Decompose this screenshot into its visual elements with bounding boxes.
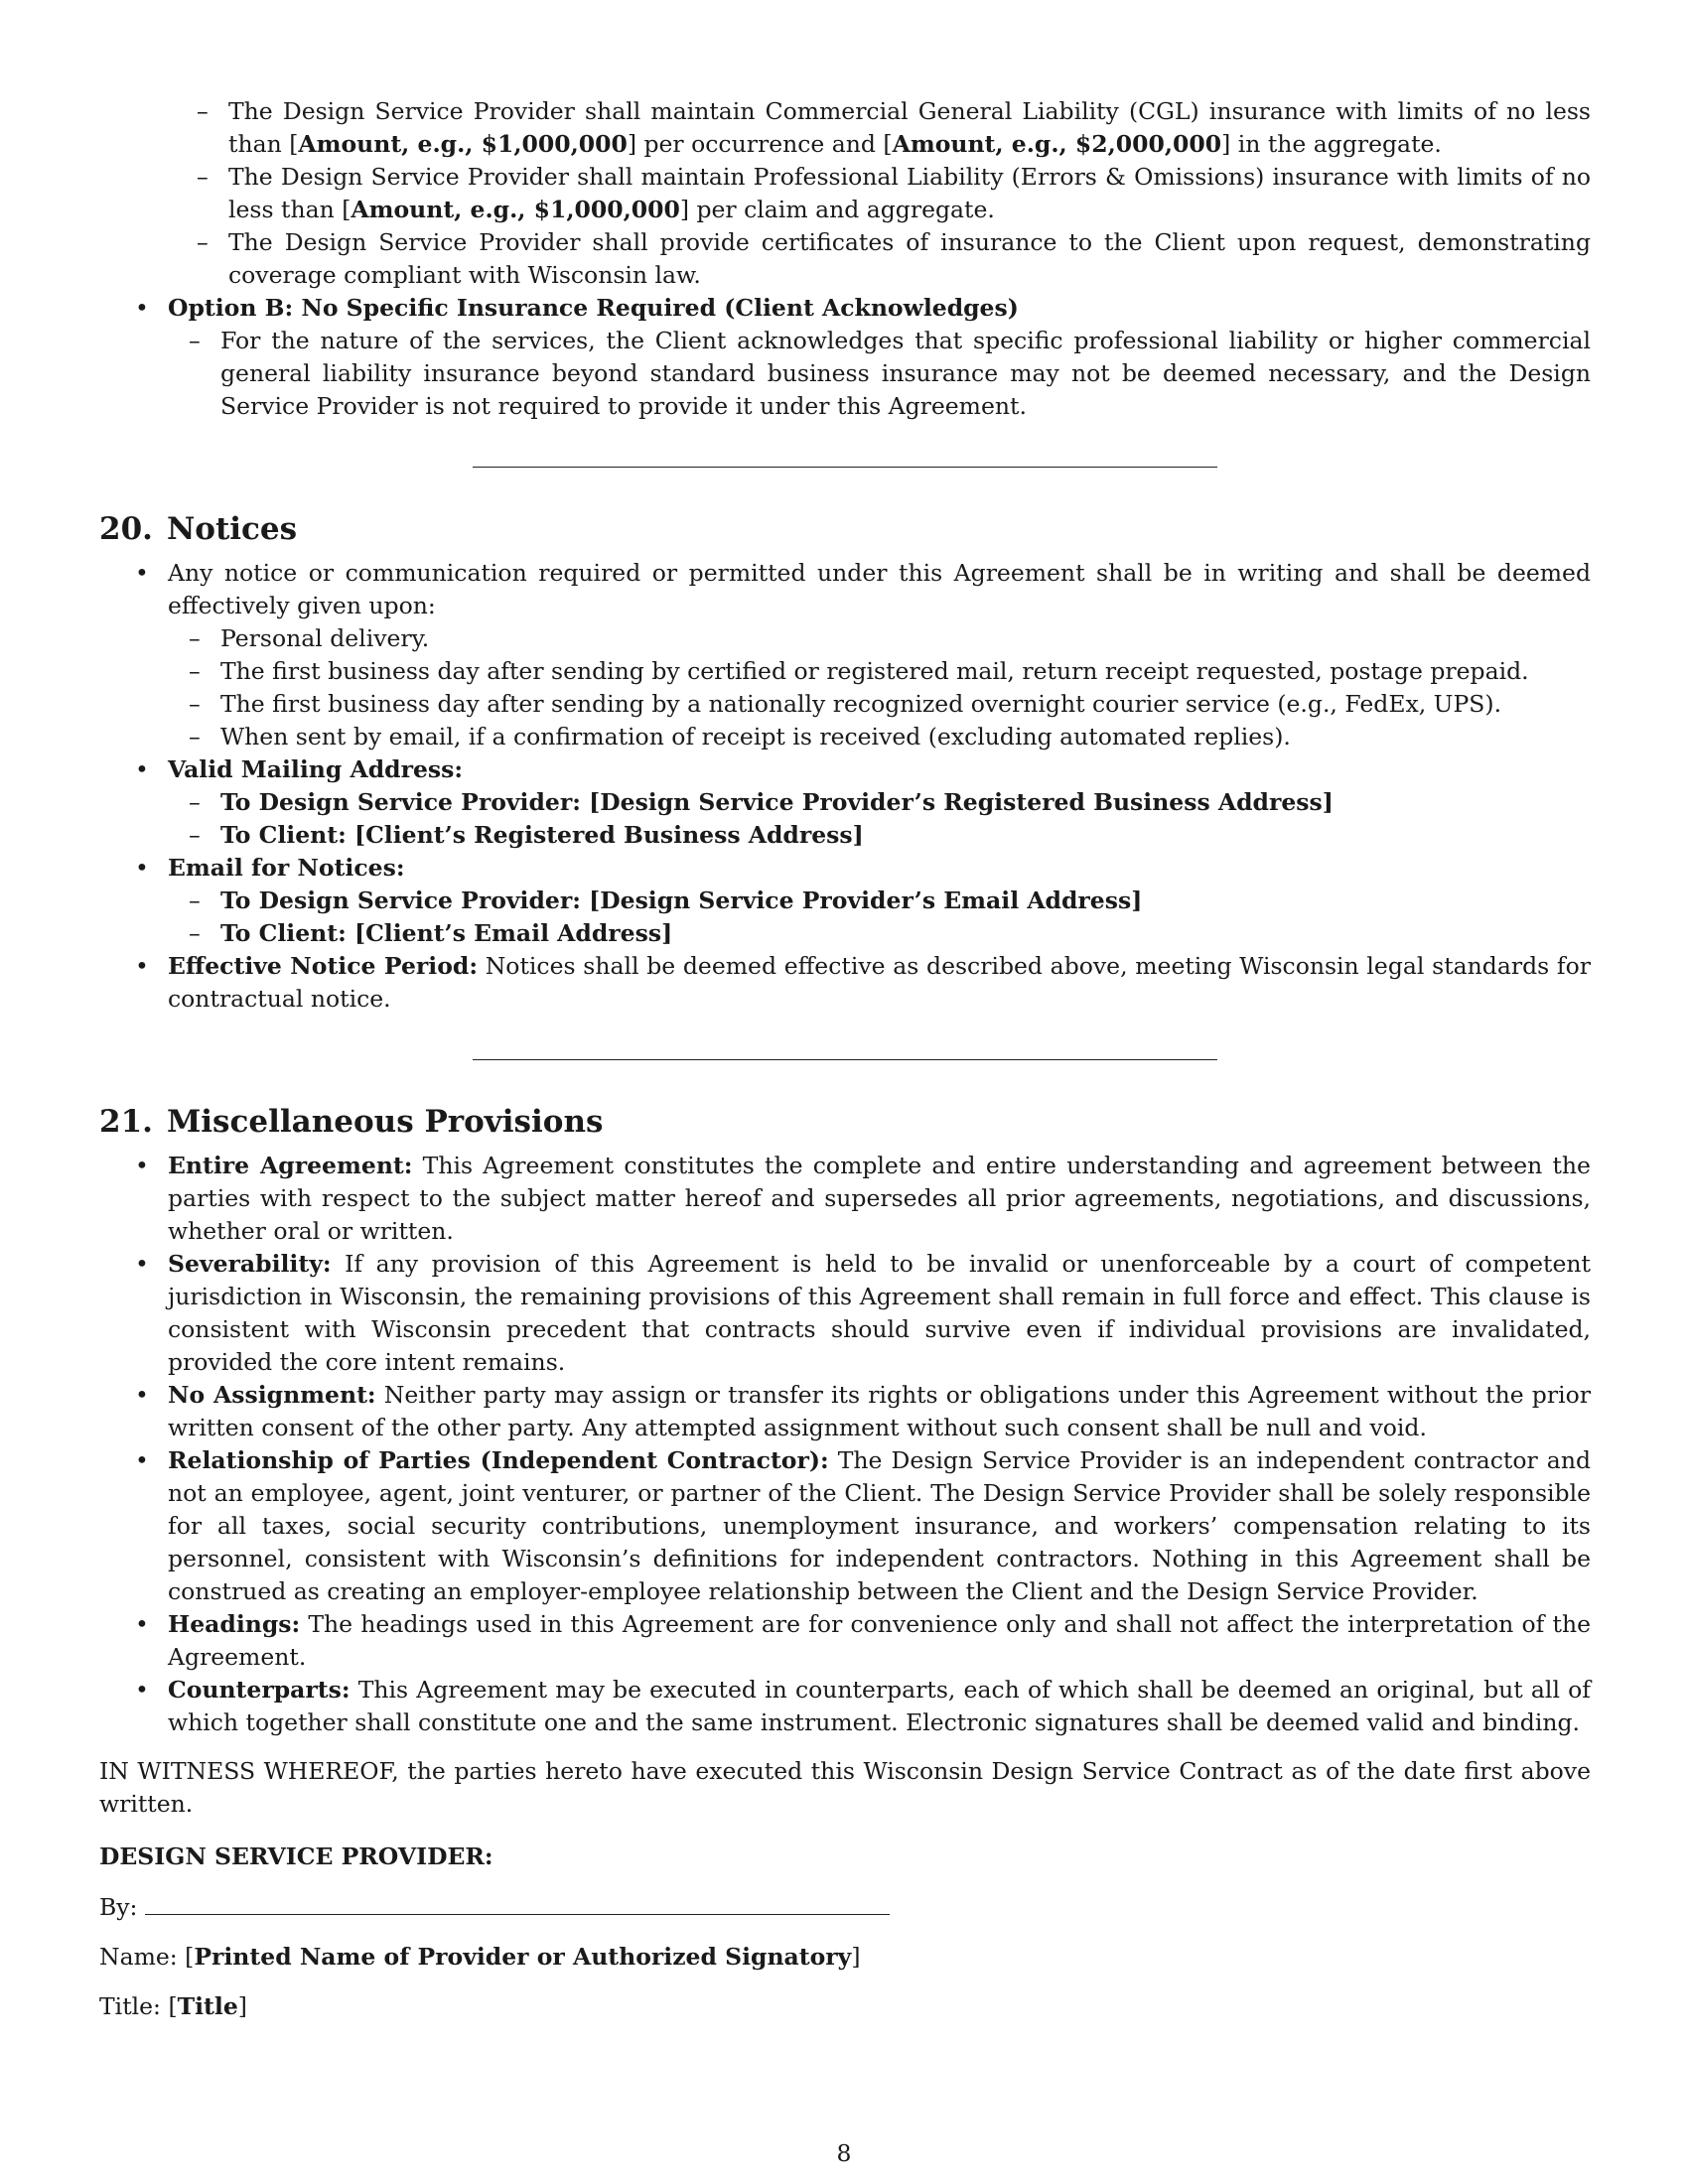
page-number: 8	[836, 2139, 852, 2167]
list-item: – To Design Service Provider: [Design Service Provider’s Email Address]	[160, 885, 1591, 917]
list-item: • Severability: If any provision of this Agreement is held to be invalid or unenforceable by a court of competent jurisdiction in Wisconsin, the remaining provisions of this Agreement shall remain in full force and effect. This clause is consistent with Wisconsin precedent that contracts should survive even if individual provisions are invalidated, provided the core intent remains.	[99, 1248, 1591, 1379]
list-item: – The Design Service Provider shall maintain Commercial General Liability (CGL) insurance with limits of no less than [Amount, e.g., $1,000,000] per occurrence and [Amount, e.g., $2,000,000] in the aggregate.	[168, 95, 1591, 161]
list-item: • Entire Agreement: This Agreement constitutes the complete and entire understanding and agreement between the parties with respect to the subject matter hereof and supersedes all prior agreements, negotiations, and discussions, whether oral or written.	[99, 1150, 1591, 1248]
list-item: – When sent by email, if a confirmation of receipt is received (excluding automated replies).	[160, 721, 1591, 753]
list-item: • Any notice or communication required or permitted under this Agreement shall be in writing and shall be deemed effectively given upon: – Personal delivery. – The first business day after sending by certified or registered mail, return receipt requested, postage prepaid. – The first business day after sending by a nationally recognized overnight courier service (e.g., FedEx, UPS). – When sent by email, if a confirmation of receipt is received (excluding automated replies).	[99, 557, 1591, 753]
document-page	[99, 95, 1591, 2023]
signature-title-line: Title: [Title]	[99, 1992, 247, 2020]
list-item: • Relationship of Parties (Independent Contractor): The Design Service Provider is an independent contractor and not an employee, agent, joint venturer, or partner of the Client. The Design Service Provider shall be solely responsible for all taxes, social security contributions, unemployment insurance, and workers’ compensation relating to its personnel, consistent with Wisconsin’s definitions for independent contractors. Nothing in this Agreement shall be construed as creating an employer-employee relationship between the Client and the Design Service Provider.	[99, 1444, 1591, 1608]
list-item: – The Design Service Provider shall provide certificates of insurance to the Client upon request, demonstrating coverage compliant with Wisconsin law.	[168, 226, 1591, 292]
witness-clause: IN WITNESS WHEREOF, the parties hereto have executed this Wisconsin Design Service Contract as of the date first above written.	[99, 1757, 1591, 1818]
section-divider	[473, 1059, 1217, 1060]
signature-name-line: Name: [Printed Name of Provider or Authorized Signatory]	[99, 1943, 861, 1971]
list-item: – Personal delivery.	[160, 622, 1591, 655]
list-item: • Headings: The headings used in this Agreement are for convenience only and shall not affect the interpretation of the Agreement.	[99, 1608, 1591, 1674]
insurance-option-b-list	[99, 292, 1591, 423]
signature-heading: DESIGN SERVICE PROVIDER:	[99, 1843, 493, 1870]
section-heading-notices: 20. Notices	[99, 511, 298, 547]
section-heading-miscellaneous: 21. Miscellaneous Provisions	[99, 1104, 604, 1140]
list-item: – The first business day after sending by certified or registered mail, return receipt requested, postage prepaid.	[160, 655, 1591, 688]
list-item: – To Client: [Client’s Email Address]	[160, 917, 1591, 950]
list-item: • Effective Notice Period: Notices shall be deemed effective as described above, meeting Wisconsin legal standards for contractual notice.	[99, 950, 1591, 1016]
insurance-option-a-list	[168, 95, 1591, 292]
list-item: • Email for Notices: – To Design Service Provider: [Design Service Provider’s Email Address] – To Client: [Client’s Email Address]	[99, 852, 1591, 950]
section-divider	[473, 467, 1217, 468]
notices-list	[99, 557, 1591, 1016]
list-item: • No Assignment: Neither party may assign or transfer its rights or obligations under this Agreement without the prior written consent of the other party. Any attempted assignment without such consent shall be null and void.	[99, 1379, 1591, 1444]
list-item: – To Client: [Client’s Registered Business Address]	[160, 819, 1591, 852]
list-item: • Option B: No Specific Insurance Required (Client Acknowledges) – For the nature of the services, the Client acknowledges that specific professional liability or higher commercial general liability insurance beyond standard business insurance may not be deemed necessary, and the Design Service Provider is not required to provide it under this Agreement.	[99, 292, 1591, 423]
signature-by-line: By:	[99, 1890, 1591, 1924]
miscellaneous-list	[99, 1150, 1591, 1739]
list-item: – To Design Service Provider: [Design Service Provider’s Registered Business Address]	[160, 786, 1591, 819]
list-item: – For the nature of the services, the Client acknowledges that specific professional liability or higher commercial general liability insurance beyond standard business insurance may not be deemed necessary, and the Design Service Provider is not required to provide it under this Agreement.	[160, 325, 1591, 423]
signature-blank-field[interactable]	[145, 1890, 890, 1915]
list-item: • Valid Mailing Address: – To Design Service Provider: [Design Service Provider’s Registered Business Address] – To Client: [Client’s Registered Business Address]	[99, 753, 1591, 852]
list-item: – The first business day after sending by a nationally recognized overnight courier service (e.g., FedEx, UPS).	[160, 688, 1591, 721]
list-item: • Counterparts: This Agreement may be executed in counterparts, each of which shall be deemed an original, but all of which together shall constitute one and the same instrument. Electronic signatures shall be deemed valid and binding.	[99, 1674, 1591, 1739]
list-item: – The Design Service Provider shall maintain Professional Liability (Errors & Omissions) insurance with limits of no less than [Amount, e.g., $1,000,000] per claim and aggregate.	[168, 161, 1591, 226]
